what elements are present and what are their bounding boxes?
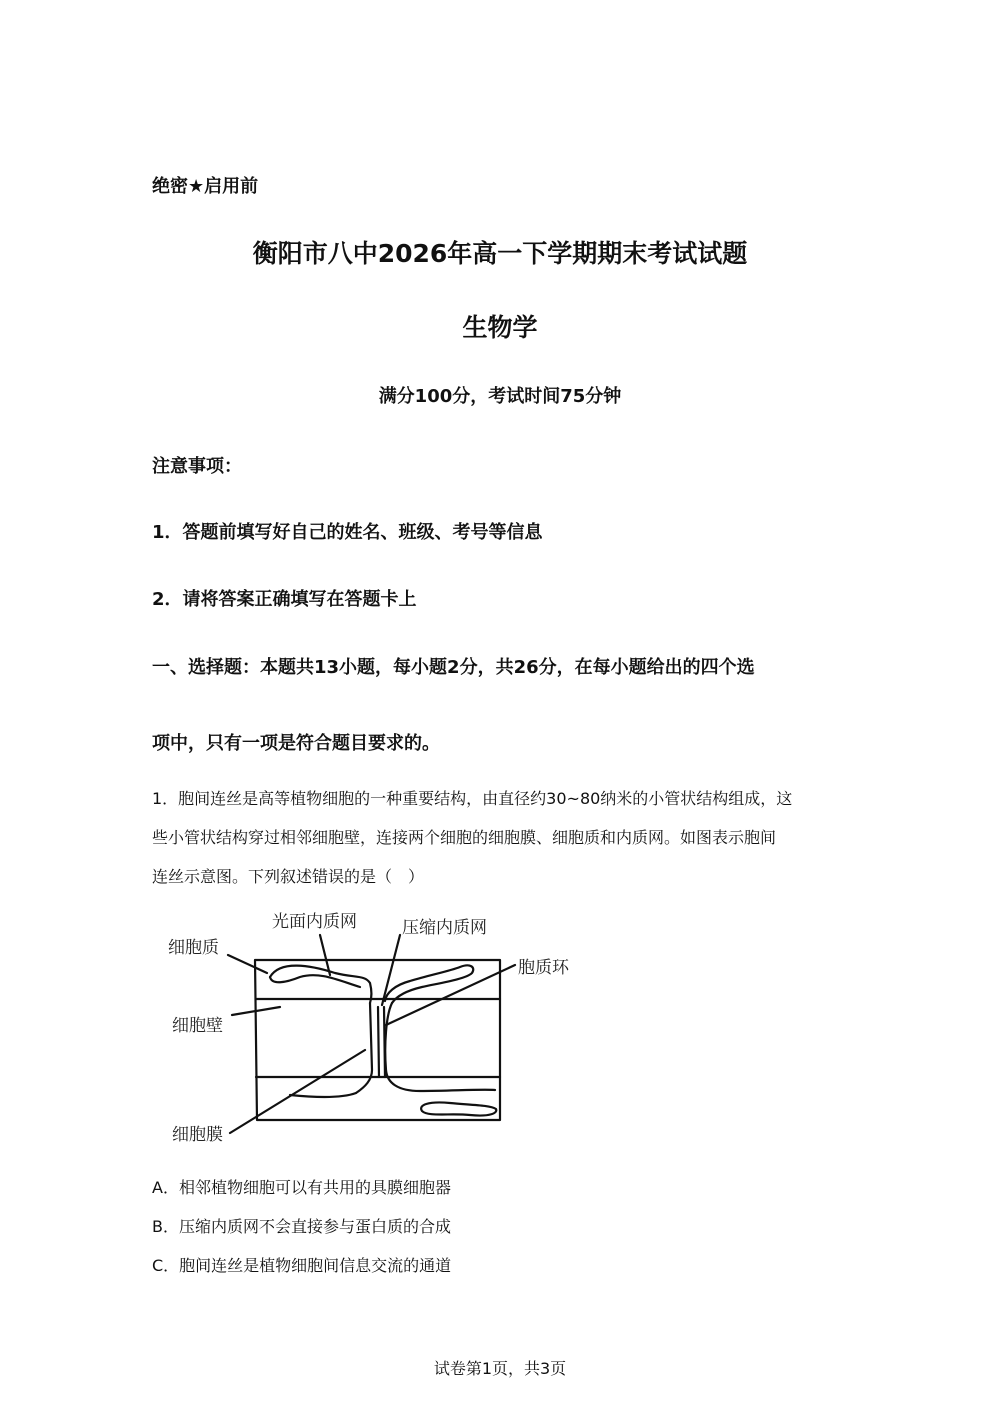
option-c: C．胞间连丝是植物细胞间信息交流的通道 (152, 1256, 452, 1275)
section-heading-line2: 项中，只有一项是符合题目要求的。 (152, 733, 440, 754)
label-cytoplasmic-ring: 胞质环 (518, 958, 569, 978)
subject-title: 生物学 (462, 313, 538, 342)
secret-mark: 绝密★启用前 (152, 176, 259, 197)
question-text-line: 连丝示意图。下列叙述错误的是（ ） (152, 867, 425, 886)
leader-line (386, 965, 515, 1025)
question-text-line: 1．胞间连丝是高等植物细胞的一种重要结构，由直径约30~80纳米的小管状结构组成，这 (152, 789, 793, 808)
option-b: B．压缩内质网不会直接参与蛋白质的合成 (152, 1217, 451, 1236)
label-cytoplasm: 细胞质 (168, 938, 219, 958)
notes-heading: 注意事项： (152, 456, 242, 477)
plasmodesmata-diagram (160, 905, 600, 1155)
leader-line (382, 935, 400, 1005)
plasmodesma-channel (356, 1003, 372, 1093)
option-a: A．相邻植物细胞可以有共用的具膜细胞器 (152, 1178, 451, 1197)
question-text-line: 些小管状结构穿过相邻细胞壁，连接两个细胞的细胞膜、细胞质和内质网。如图表示胞间 (152, 828, 777, 847)
label-cell-membrane: 细胞膜 (172, 1125, 223, 1145)
label-cell-wall: 细胞壁 (172, 1016, 223, 1036)
exam-title: 衡阳市八中2026年高一下学期期末考试试题 (252, 239, 748, 268)
notes-item: 2．请将答案正确填写在答题卡上 (152, 589, 417, 610)
leader-line (228, 955, 267, 973)
notes-item: 1．答题前填写好自己的姓名、班级、考号等信息 (152, 522, 543, 543)
label-smooth-er: 光面内质网 (272, 912, 357, 932)
score-time-info: 满分100分，考试时间75分钟 (378, 386, 622, 407)
page-footer: 试卷第1页，共3页 (433, 1359, 567, 1378)
smooth-er-shape (270, 966, 372, 1003)
label-compressed-er: 压缩内质网 (402, 918, 487, 938)
section-heading-line1: 一、选择题：本题共13小题，每小题2分，共26分，在每小题给出的四个选 (152, 657, 755, 678)
